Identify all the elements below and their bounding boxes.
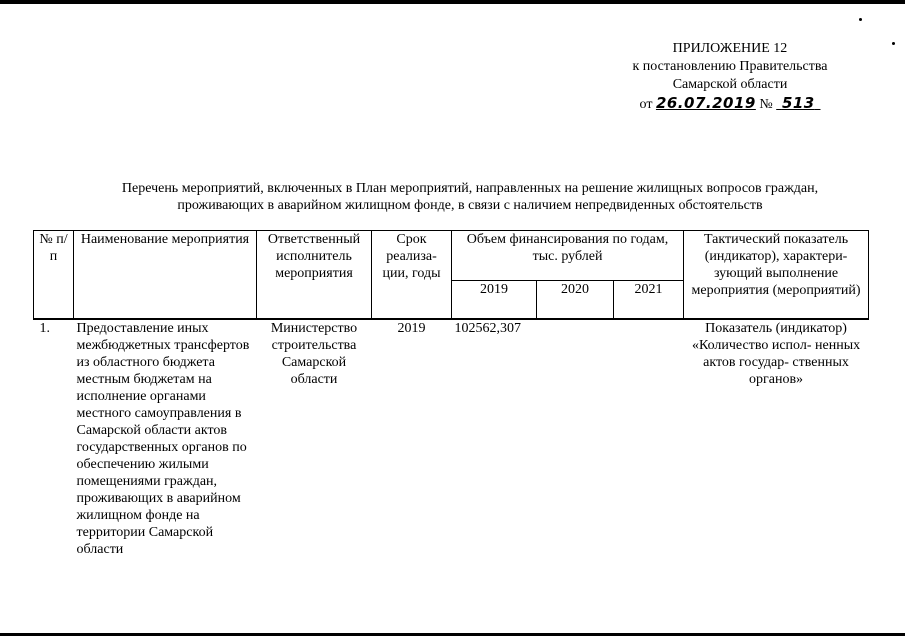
document-title-line-2: проживающих в аварийном жилищном фонде, в связи с наличием непредвиденных обстоятельств xyxy=(177,198,763,213)
date-prefix: от xyxy=(639,97,653,112)
annex-resolution-line: к постановлению Правительства xyxy=(632,59,828,74)
row-executor: Министерство строительства Самарской области xyxy=(257,319,372,558)
row-num: 1. xyxy=(34,319,74,558)
scan-border-bottom xyxy=(0,633,905,636)
annex-region-line: Самарской области xyxy=(672,77,788,92)
document-title xyxy=(60,180,880,214)
scan-speck xyxy=(892,42,895,45)
handwritten-date: 26.07.2019 xyxy=(655,94,756,112)
document-title-line-1: Перечень мероприятий, включенных в План мероприятий, направленных на решение жилищных вопросов граждан, xyxy=(121,181,819,196)
annex-title: ПРИЛОЖЕНИЕ 12 xyxy=(672,41,788,56)
handwritten-number: 513 xyxy=(781,94,815,112)
number-prefix: № xyxy=(759,97,773,112)
measures-table xyxy=(33,230,869,558)
header-num: № п/п xyxy=(34,231,74,319)
header-funding: Объем финансирования по годам, тыс. рублей xyxy=(452,231,684,281)
table-row xyxy=(34,319,869,558)
header-year-2019: 2019 xyxy=(452,281,537,319)
header-name: Наименование мероприятия xyxy=(74,231,257,319)
row-2021 xyxy=(614,319,684,558)
row-2020 xyxy=(537,319,614,558)
annex-header xyxy=(600,40,860,114)
row-term: 2019 xyxy=(372,319,452,558)
scan-speck xyxy=(859,18,862,21)
row-name: Предоставление иных межбюджетных трансфертов из областного бюджета местным бюджетам на исполнение органами местного самоуправления в Самарской области актов государственных органов по обеспечению жилыми помещениями граждан, проживающих в аварийном жилищном фонде на территории Самарской области xyxy=(74,319,257,558)
row-2019: 102562,307 xyxy=(452,319,537,558)
scan-border-top xyxy=(0,0,905,4)
header-executor: Ответственный исполнитель мероприятия xyxy=(257,231,372,319)
annex-date-line xyxy=(600,94,860,114)
header-term: Срок реализа- ции, годы xyxy=(372,231,452,319)
header-indicator: Тактический показатель (индикатор), характери- зующий выполнение мероприятия (мероприятий) xyxy=(684,231,869,319)
header-year-2021: 2021 xyxy=(614,281,684,319)
row-indicator: Показатель (индикатор) «Количество испол- ненных актов государ- ственных органов» xyxy=(684,319,869,558)
header-year-2020: 2020 xyxy=(537,281,614,319)
